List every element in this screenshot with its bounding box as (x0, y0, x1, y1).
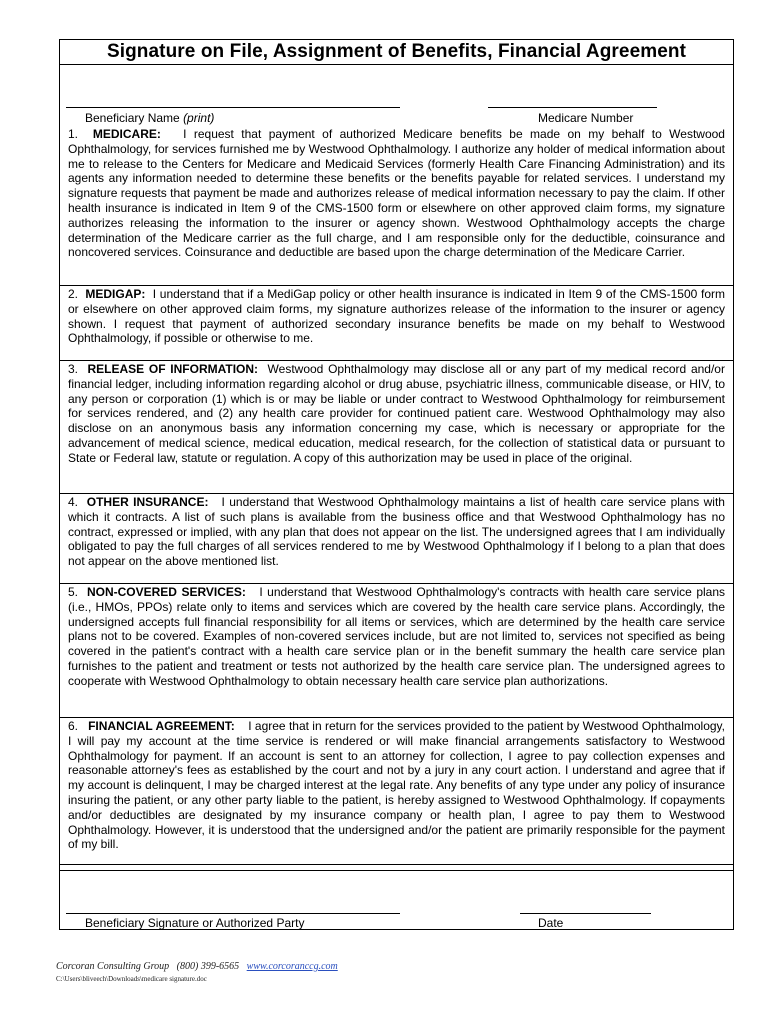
section-financial-agreement (60, 718, 733, 865)
section-heading: FINANCIAL AGREEMENT: (88, 719, 235, 733)
date-line[interactable] (520, 913, 651, 914)
beneficiary-name-label: Beneficiary Name (85, 111, 180, 125)
section-heading: OTHER INSURANCE: (86, 495, 209, 509)
footer-file-path: C:\Users\bliveech\Downloads\medicare signature.doc (56, 975, 207, 983)
section-number: 1. (68, 127, 79, 141)
section-medicare (60, 126, 733, 286)
section-other-insurance (60, 494, 733, 584)
section-medigap (60, 286, 733, 361)
section-body: I request that payment of authorized Medicare benefits be made on my behalf to Westwood Ophthalmology, for services furnished me by Westwood Ophthalmology. I authorize any holder of medical information about me to release to the Centers for Medicare and Medicaid Services (formerly Health Care Financing Administration) and its agents any information needed to determine these benefits or the benefits payable for related services. I understand my signature requests that payment be made and authorizes release of medical information necessary to pay the claim. If other health insurance is indicated in Item 9 of the CMS-1500 form or elsewhere on other approved claim forms, my signature authorizes releasing the information to the insurer or agency shown. Westwood Ophthalmology accepts the charge determination of the Medicare carrier as the full charge, and I am responsible only for the deductible, coinsurance and noncovered services. Coinsurance and deductible are based upon the charge determination of the Medicare Carrier. (68, 127, 725, 260)
section-heading: MEDICARE: (92, 127, 161, 141)
section-body: I agree that in return for the services provided to the patient by Westwood Ophthalmology, I will pay my account at the time service is rendered or will make financial arrangements satisfactory to Westwood Ophthalmology for payment. If an account is sent to an attorney for collection, I agree to pay collection expenses and reasonable attorney's fees as established by the court and not by a jury in any court action. I understand and agree that if my account is delinquent, I may be charged interest at the legal rate. Any benefits of any type under any policy of insurance insuring the patient, or any other party liable to the patient, is hereby assigned to Westwood Ophthalmology. If copayments and/or deductibles are designated by my insurance company or health plan, I agree to pay them to Westwood Ophthalmology. However, it is understood that the undersigned and/or the patient are primarily responsible for the payment of my bill. (68, 719, 725, 852)
section-heading: MEDIGAP: (85, 287, 146, 301)
section-number: 5. (68, 585, 79, 599)
medicare-number-label: Medicare Number (538, 111, 634, 125)
beneficiary-name-caption (85, 111, 214, 125)
section-body: Westwood Ophthalmology may disclose all or any part of my medical record and/or financial ledger, including information regarding alcohol or drug abuse, psychiatric illness, communicable disease, or HIV, to any person or corporation (1) which is or may be liable or under contract to Westwood Ophthalmology for reimbursement for services rendered, and (2) any health care provider for continued patient care. Westwood Ophthalmology may also disclose on an anonymous basis any information concerning my case, which is necessary or appropriate for the advancement of medical science, medical education, medical research, for the collection of statistical data or pursuant to State or Federal law, statute or regulation. A copy of this authorization may be used in place of the original. (68, 362, 725, 465)
medicare-number-line[interactable] (488, 107, 657, 108)
form-frame (59, 39, 734, 930)
footer-contact (56, 961, 338, 972)
date-label: Date (538, 916, 564, 930)
footer-website-link[interactable]: www.corcoranccg.com (246, 961, 338, 972)
section-number: 2. (68, 287, 79, 301)
signature-line[interactable] (66, 913, 400, 914)
footer-phone: (800) 399-6565 (176, 961, 240, 972)
section-release-of-information (60, 361, 733, 494)
section-number: 6. (68, 719, 79, 733)
section-body: I understand that Westwood Ophthalmology maintains a list of health care service plans with which it contracts. A list of such plans is available from the business office and that Westwood Ophthalmology has no contract, expressed or implied, with any plan that does not appear on the list. The undersigned agrees that I am individually obligated to pay the full charges of all services rendered to me by Westwood Ophthalmology if I belong to a plan that does not appear on the above mentioned list. (68, 495, 725, 569)
section-heading: RELEASE OF INFORMATION: (87, 362, 259, 376)
section-body: I understand that Westwood Ophthalmology's contracts with health care service plans (i.e., HMOs, PPOs) relate only to items and services which are covered by the health care service plans. Accordingly, the undersigned accepts full financial responsibility for all items or services, which are determined by the health care service plans not to be covered. Examples of non-covered services include, but are not limited to, services not specified as being covered in the patient's contract with a health care service plan or in the benefit summary the health care service plan furnishes to the patient and treatment or tests not authorized by the health care service plan. The undersigned agrees to cooperate with Westwood Ophthalmology to obtain necessary health care service plan authorizations. (68, 585, 726, 688)
footer-company: Corcoran Consulting Group (56, 961, 170, 972)
beneficiary-name-hint: (print) (183, 111, 215, 125)
section-number: 3. (68, 362, 79, 376)
section-number: 4. (68, 495, 79, 509)
form-title: Signature on File, Assignment of Benefits, Financial Agreement (60, 40, 733, 65)
section-heading: NON-COVERED SERVICES: (86, 585, 246, 599)
section-non-covered-services (60, 584, 733, 718)
beneficiary-name-line[interactable] (66, 107, 400, 108)
signature-area (60, 870, 733, 931)
beneficiary-info-area (60, 65, 733, 126)
section-body: I understand that if a MediGap policy or other health insurance is indicated in Item 9 of the CMS-1500 form or elsewhere on other approved claim forms, my signature authorizes release of the information to the insurer or agency shown. I request that payment of authorized secondary insurance benefits be made on my behalf to Westwood Ophthalmology, if possible or otherwise to me. (68, 287, 726, 346)
signature-label: Beneficiary Signature or Authorized Party (85, 916, 305, 930)
